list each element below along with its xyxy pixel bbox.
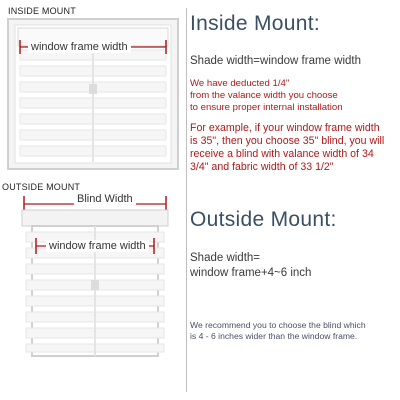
outside-frame-width-label: window frame width <box>46 240 149 252</box>
outside-mount-illustration <box>6 192 182 362</box>
inside-mount-label: INSIDE MOUNT <box>8 6 76 16</box>
window-latch-icon <box>89 84 97 94</box>
outside-mount-formula-line2: window frame+4~6 inch <box>190 267 312 279</box>
inside-mount-formula: Shade width=window frame width <box>190 55 361 67</box>
outside-mount-title: Outside Mount: <box>190 208 337 231</box>
outside-mount-label: OUTSIDE MOUNT <box>2 182 81 192</box>
outside-mount-note: We recommend you to choose the blind which is 4 - 6 inches wider than the window frame. <box>190 320 366 341</box>
window-latch-icon <box>91 280 99 290</box>
inside-mount-title: Inside Mount: <box>190 12 320 35</box>
column-divider <box>186 8 187 392</box>
blind-width-label: Blind Width <box>74 193 136 205</box>
inside-mount-illustration <box>6 16 182 172</box>
inside-mount-note: We have deducted 1/4" from the valance width you choose to ensure proper internal installation <box>190 78 343 113</box>
outside-mount-formula-line1: Shade width= <box>190 252 261 264</box>
inside-frame-width-label: window frame width <box>28 41 131 53</box>
inside-mount-example: For example, if your window frame width is 35", then you choose 35" blind, you will receive a blind with valance width of 34 3/4" and fabric width of 33 1/2" <box>190 122 385 173</box>
